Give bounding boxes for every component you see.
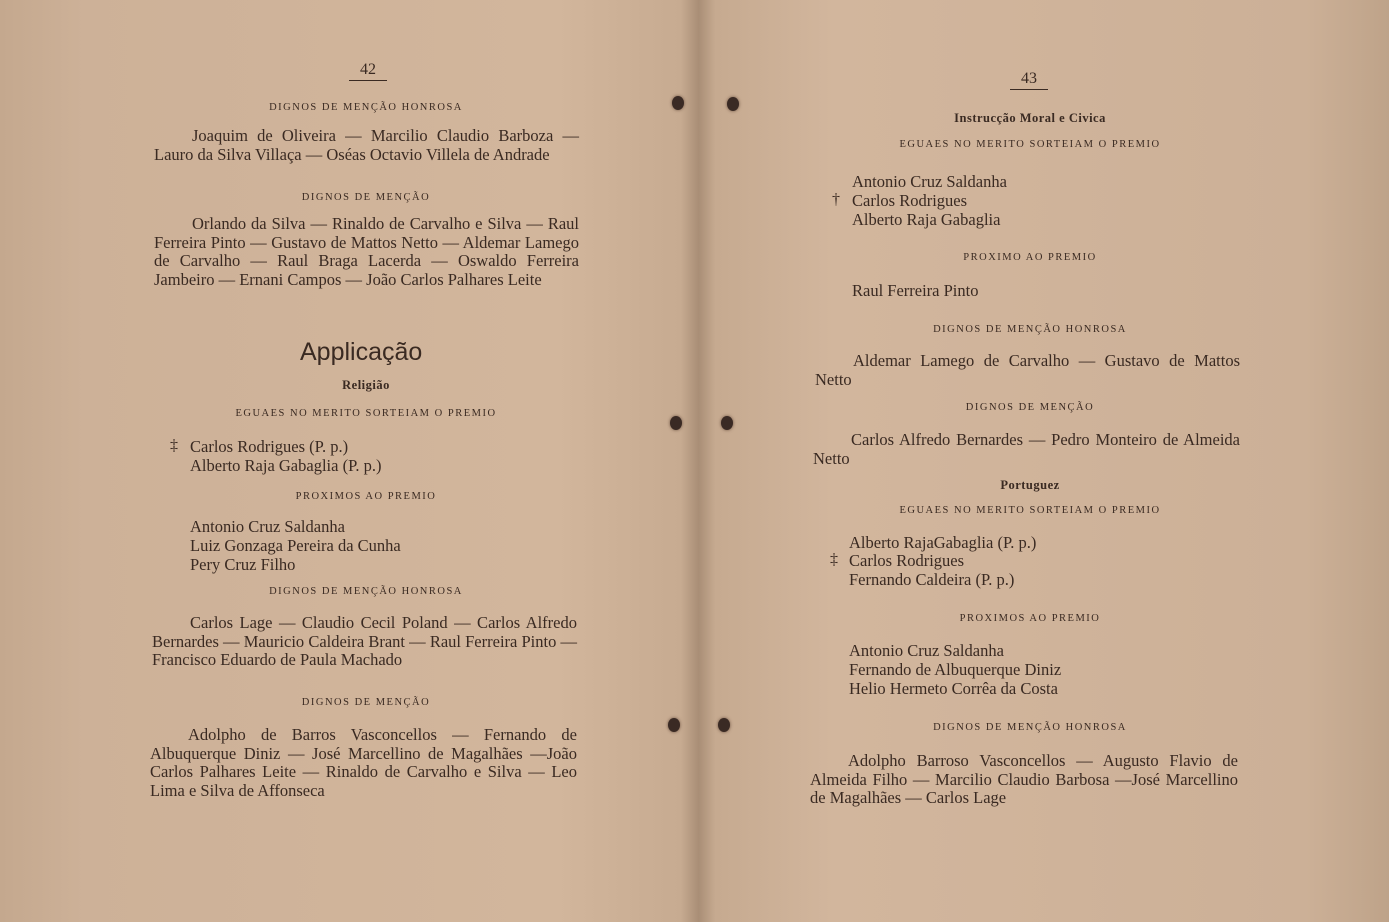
section-header: EGUAES NO MERITO SORTEIAM O PREMIO [899,505,1161,516]
section-text: Joaquim de Oliveira — Marcilio Claudio Barboza — Lauro da Silva Villaça — Oséas Octavio Villela de Andrade [154,126,579,164]
page-number: 43 [1010,70,1048,90]
name-line: Alberto Raja Gabaglia [852,210,1001,229]
section-header: PROXIMOS AO PREMIO [295,491,437,502]
right-page [700,0,1389,922]
name-line: Fernando de Albuquerque Diniz [849,660,1062,679]
section-text: Adolpho Barroso Vasconcellos — Augusto Flavio de Almeida Filho — Marcilio Claudio Barbosa —José Marcellino de Magalhães — Carlos Lage [810,751,1238,807]
section-header: DIGNOS DE MENÇÃO HONROSA [269,586,463,597]
section-text: Carlos Lage — Claudio Cecil Poland — Carlos Alfredo Bernardes — Mauricio Caldeira Brant — Raul Ferreira Pinto — Francisco Eduardo de Paula Machado [152,613,577,669]
name-line: Carlos Rodrigues [852,191,968,210]
name-line: Luiz Gonzaga Pereira da Cunha [190,536,401,555]
name-line: Pery Cruz Filho [190,555,296,574]
dagger-mark: † [832,191,840,208]
section-header: EGUAES NO MERITO SORTEIAM O PREMIO [899,139,1161,150]
page-number: 42 [349,61,387,81]
section-header: DIGNOS DE MENÇÃO [301,192,431,203]
name-line: Helio Hermeto Corrêa da Costa [849,679,1058,698]
subject-heading: Portuguez [1000,478,1060,492]
section-text: Aldemar Lamego de Carvalho — Gustavo de Mattos Netto [815,351,1240,389]
name-line: Fernando Caldeira (P. p.) [849,570,1015,589]
name-line: Alberto RajaGabaglia (P. p.) [849,533,1037,552]
name-line: Antonio Cruz Saldanha [190,517,345,536]
section-header: DIGNOS DE MENÇÃO [965,402,1095,413]
section-header: DIGNOS DE MENÇÃO HONROSA [933,722,1127,733]
section-header: EGUAES NO MERITO SORTEIAM O PREMIO [235,408,497,419]
name-line: Carlos Rodrigues [849,551,965,570]
subject-heading: Instrucção Moral e Civica [954,111,1106,125]
section-text: Carlos Alfredo Bernardes — Pedro Monteiro de Almeida Netto [813,430,1240,468]
section-header: DIGNOS DE MENÇÃO [301,697,431,708]
page-title: Applicação [300,338,423,366]
section-text: Adolpho de Barros Vasconcellos — Fernando de Albuquerque Diniz — José Marcellino de Magalhães —João Carlos Palhares Leite — Rinaldo de Carvalho e Silva — Leo Lima e Silva de Affonseca [150,725,577,800]
section-header: PROXIMO AO PREMIO [963,252,1097,263]
dagger-mark: ‡ [830,551,838,568]
section-header: PROXIMOS AO PREMIO [959,613,1101,624]
name-line: Antonio Cruz Saldanha [849,641,1004,660]
section-text: Orlando da Silva — Rinaldo de Carvalho e Silva — Raul Ferreira Pinto — Gustavo de Mattos Netto — Aldemar Lamego de Carvalho — Raul Braga Lacerda — Oswaldo Ferreira Jambeiro — Ernani Campos — João Carlos Palhares Leite [154,214,579,289]
dagger-mark: ‡ [170,437,178,454]
name-line: Raul Ferreira Pinto [852,281,979,300]
name-line: Antonio Cruz Saldanha [852,172,1007,191]
name-line: Carlos Rodrigues (P. p.) [190,437,349,456]
name-line: Alberto Raja Gabaglia (P. p.) [190,456,382,475]
section-header: DIGNOS DE MENÇÃO HONROSA [933,324,1127,335]
subject-heading: Religião [342,378,390,392]
section-header: DIGNOS DE MENÇÃO HONROSA [269,102,463,113]
